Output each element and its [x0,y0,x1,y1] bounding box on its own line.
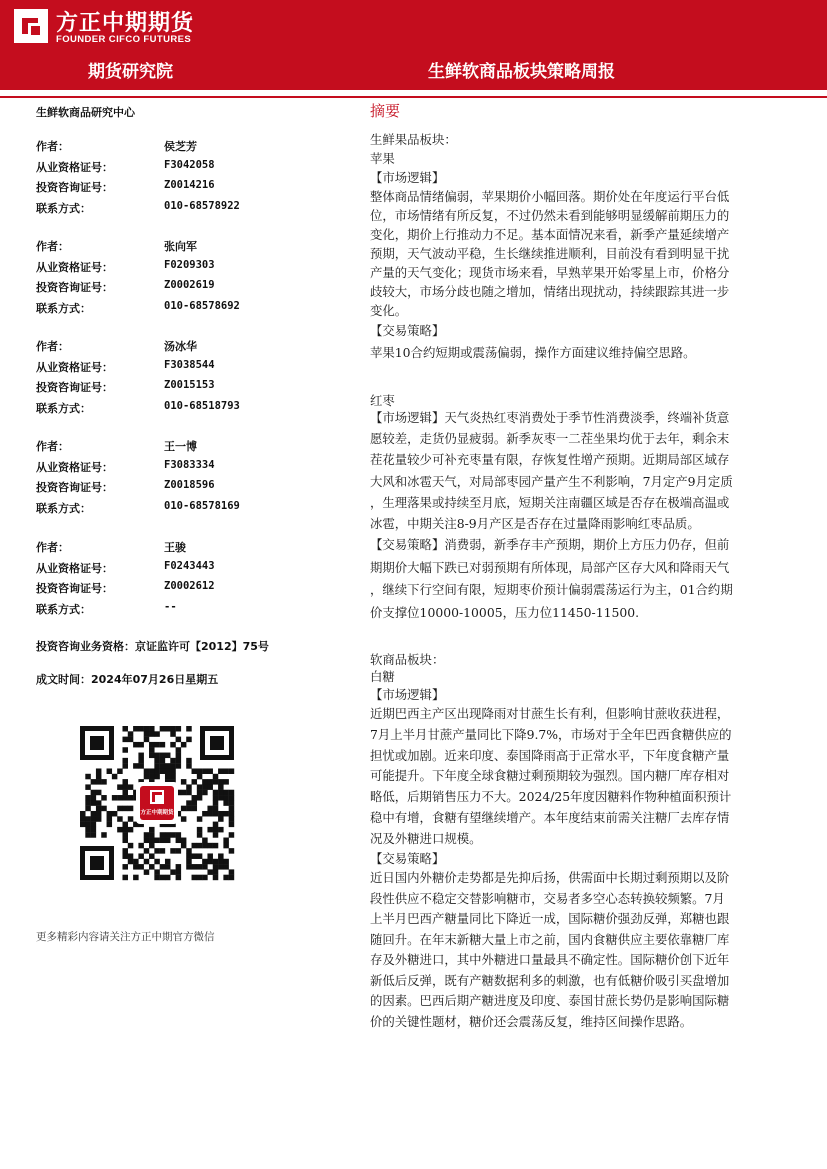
paragraph-line: 【市场逻辑】天气炎热红枣消费处于季节性消费淡季，终端补货意 [370,410,730,425]
contact-number: 010-68518793 [164,399,240,412]
sugar-heading: 白糖 [370,669,395,684]
contact-number: -- [164,600,177,613]
paragraph-line: 变化，期价上行推动力不足。基本面情况来看，新季产量延续增产 [370,227,730,242]
apple-strategy-tag: 【交易策略】 [370,323,445,338]
paragraph-line: ，生理落果或持续至月底，短期关注南疆区域是否存在极端高温或 [370,494,730,510]
license-number: F3042058 [164,158,215,171]
paragraph-line: 上半月巴西产糖量同比下降近一成，国际糖价强劲反弹，郑糖也跟 [370,911,730,926]
author-name: 王骏 [164,541,186,554]
author-label: 作者： [36,541,69,554]
advisory-number: Z0014216 [164,179,215,191]
author-block [36,338,336,420]
author-name: 王一博 [164,440,197,453]
license-label: 从业资格证号： [36,360,113,374]
paragraph-line: 歧较大，市场分歧也随之增加，情绪出现扰动，持续跟踪其进一步 [370,284,730,299]
contact-label: 联系方式： [36,401,91,415]
author-label: 作者： [36,140,69,153]
advisory-label: 投资咨询证号： [36,181,113,194]
author-name: 汤冰华 [164,340,197,353]
paragraph-line: 位，市场情绪有所反复，不过仍然未看到能够明显缓解前期压力的 [370,208,730,223]
paragraph-line: 担忧或加剧。近来印度、泰国降雨高于正常水平，下年度食糖产量 [370,747,730,763]
contact-number: 010-68578169 [164,499,240,512]
paragraph-line: 况及外糖进口规模。 [370,830,482,846]
paragraph-line: 茬花量较少可补充枣量有限，存恢复性增产预期。近期局部区域存 [370,452,730,468]
author-label: 作者： [36,340,69,353]
contact-number: 010-68578922 [164,199,240,212]
license-label: 从业资格证号： [36,561,113,575]
advisory-label: 投资咨询证号： [36,381,113,394]
paragraph-line: 存及外糖进口，其中外糖进口量最具不确定性。国际糖价创下近年 [370,952,730,967]
qualification-text: 投资咨询业务资格：京证监许可【2012】75号 [36,640,269,653]
paragraph-line: 价支撑位10000-10005，压力位11450-11500. [370,604,640,620]
advisory-number: Z0018596 [164,479,215,491]
paragraph-line: 略低，后期销售压力不大。2024/25年度因糖料作物种植面积预计 [370,789,732,805]
sugar-logic-tag: 【市场逻辑】 [370,687,445,702]
paragraph-line: 随回升。在年末新糖大量上市之前，国内食糖供应主要依靠糖厂库 [370,931,730,947]
research-center-name: 生鲜软商品研究中心 [36,106,135,119]
paragraph-line: 的因素。巴西后期产糖进度及印度、泰国甘蔗长势仍是影响国际糖 [370,993,730,1008]
author-label: 作者： [36,440,69,453]
paragraph-line: 稳中有增，食糖有望继续增产。本年度结束前需关注糖厂去库存情 [370,810,730,825]
header-rule [0,96,827,98]
contact-label: 联系方式： [36,301,91,315]
advisory-number: Z0002619 [164,279,215,291]
advisory-label: 投资咨询证号： [36,582,113,595]
contact-label: 联系方式： [36,501,91,515]
paragraph-line: 冰雹，中期关注8-9月产区是否存在过量降雨影响红枣品质。 [370,516,700,531]
paragraph-line: 近日国内外糖价走势都是先抑后扬，供需面中长期过剩预期以及阶 [370,870,730,885]
author-name: 侯芝芳 [164,140,197,153]
report-title: 生鲜软商品板块策略周报 [428,62,615,82]
jujube-heading: 红枣 [370,393,395,408]
license-number: F3038544 [164,358,215,371]
qr-caption: 更多精彩内容请关注方正中期官方微信 [36,931,215,943]
soft-section-title: 软商品板块： [370,652,445,667]
author-block [36,539,336,621]
brand-name-cn: 方正中期期货 [56,11,195,36]
wechat-qr-code-icon[interactable] [78,724,236,882]
license-number: F3083334 [164,458,215,471]
fresh-section-title: 生鲜果品板块： [370,132,457,147]
paragraph-line: 可能提升。下年度全球食糖过剩预期较为强烈。国内糖厂库存相对 [370,768,730,784]
paragraph-line: 【交易策略】消费弱，新季存丰产预期，期价上方压力仍存，但前 [370,537,730,552]
contact-label: 联系方式： [36,602,91,616]
author-label: 作者： [36,240,69,253]
sugar-strategy-tag: 【交易策略】 [370,851,445,866]
contact-number: 010-68578692 [164,299,240,312]
paragraph-line: 期期价大幅下跌已对弱预期有所体现，局部产区存大风和降雨天气 [370,559,730,575]
paragraph-line: 段性供应不稳定交替影响糖市，交易者多空心态转换较频繁。7月 [370,890,725,906]
paragraph-line: 整体商品情绪偏弱，苹果期价小幅回落。期价处在年度运行平台低 [370,189,730,204]
paragraph-line: 预期，天气波动平稳，生长继续推进顺利，目前没有看到明显干扰 [370,246,730,261]
paragraph-line: 大风和冰雹天气，对局部枣园产量产生不利影响，7月定产9月定质 [370,473,733,489]
advisory-label: 投资咨询证号： [36,481,113,494]
publish-date: 成文时间：2024年07月26日星期五 [36,673,219,686]
header-band [0,0,827,90]
paragraph-line: 近期巴西主产区出现降雨对甘蔗生长有利，但影响甘蔗收获进程， [370,706,730,721]
advisory-number: Z0002612 [164,580,215,592]
paragraph-line: 新低后反弹，既有产糖数据利多的刺激，也有低糖价吸引买盘增加 [370,972,730,988]
paragraph-line: 价的关键性题材，糖价还会震荡反复，维持区间操作思路。 [370,1013,693,1029]
abstract-heading: 摘要 [370,102,401,120]
license-label: 从业资格证号： [36,460,113,474]
founder-logo-icon [14,9,48,43]
license-label: 从业资格证号： [36,260,113,274]
license-number: F0243443 [164,559,215,572]
paragraph-line: 变化。 [370,303,408,318]
author-name: 张向军 [164,240,197,253]
paragraph-line: 苹果10合约短期或震荡偏弱，操作方面建议维持偏空思路。 [370,345,696,360]
license-number: F0209303 [164,258,215,271]
author-block [36,438,336,520]
apple-logic-tag: 【市场逻辑】 [370,170,445,185]
brand-name-en: FOUNDER CIFCO FUTURES [56,34,192,45]
paragraph-line: ，继续下行空间有限，短期枣价预计偏弱震荡运行为主，01合约期 [370,582,733,597]
advisory-number: Z0015153 [164,379,215,391]
license-label: 从业资格证号： [36,160,113,174]
contact-label: 联系方式： [36,201,91,215]
apple-heading: 苹果 [370,151,395,166]
paragraph-line: 愿较差，走货仍显疲弱。新季灰枣一二茬坐果均优于去年，剩余末 [370,431,730,447]
advisory-label: 投资咨询证号： [36,281,113,294]
author-block [36,238,336,320]
qr-logo-text: 方正中期期货 [140,810,174,816]
paragraph-line: 7月上半月甘蔗产量同比下降9.7%，市场对于全年巴西食糖供应的 [370,726,732,742]
paragraph-line: 产量的天气变化；现货市场来看，早熟苹果开始零星上市，价格分 [370,265,730,280]
author-block [36,138,336,220]
department-name: 期货研究院 [88,62,173,82]
